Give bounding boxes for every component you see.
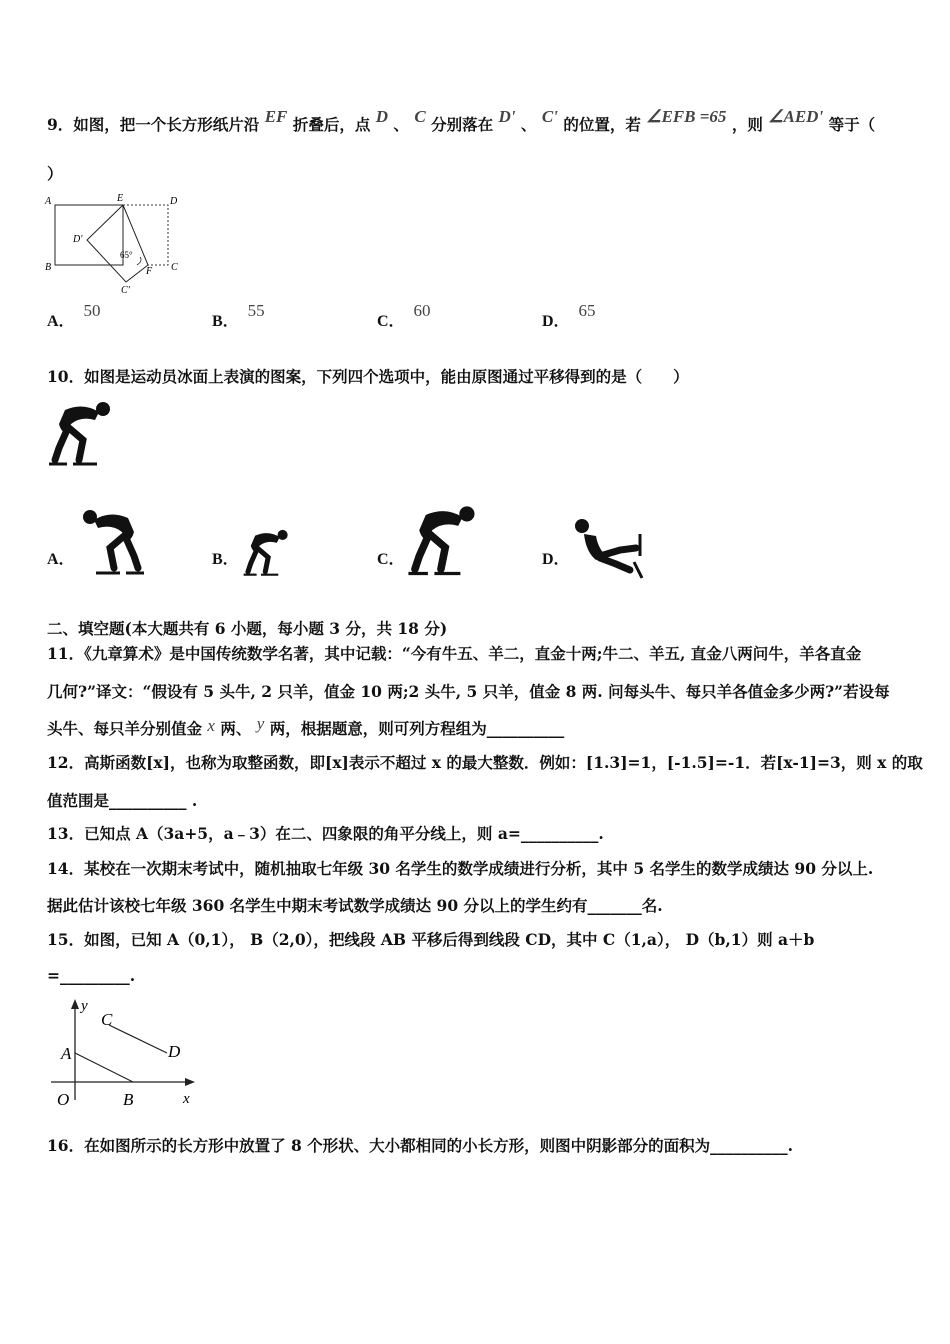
q12-line2: 值范围是__________ .	[47, 791, 198, 810]
q9-ef-symbol: EF	[264, 107, 288, 126]
q10-option-b[interactable]: B．	[212, 551, 239, 568]
fig-label-b: B	[45, 262, 52, 273]
fig-label-e: E	[117, 193, 124, 204]
q11-answer-blank[interactable]: __________	[486, 719, 565, 738]
q9-option-b[interactable]: B． 55	[212, 301, 265, 330]
skater-option-d-image[interactable]	[570, 512, 646, 582]
q11-line3: 头牛、每只羊分别值金 x 两、 y 两，根据题意，则可列方程组为__________	[47, 714, 565, 738]
rectangle-left-part	[55, 205, 123, 265]
q13-text: 13．已知点 A（3a+5，a﹣3）在二、四象限的角平分线上，则 a=__________.	[47, 824, 604, 843]
q14-line1: 14．某校在一次期末考试中，随机抽取七年级 30 名学生的数学成绩进行分析，其中 5 名学生的数学成绩达 90 分以上.	[47, 859, 874, 878]
q10-text: 10．如图是运动员冰面上表演的图案，下列四个选项中，能由原图通过平移得到的是（ ）	[47, 367, 689, 386]
q9-dprime-symbol: D'	[498, 107, 516, 126]
angle-arc	[137, 257, 141, 265]
label-o: O	[57, 1090, 70, 1109]
q12-line1: 12．高斯函数[x]，也称为取整函数，即[x]表示不超过 x 的最大整数．例如：[1.3]=1，[-1.5]=-1．若[x-1]=3，则 x 的取	[47, 753, 923, 772]
q9-c-symbol: C	[414, 107, 426, 126]
q9-figure	[40, 190, 190, 300]
q9-option-c[interactable]: C． 60	[377, 301, 431, 330]
fig-label-c: C	[171, 262, 178, 273]
q11-x-symbol: x	[207, 716, 215, 735]
q11-line2: 几何?”译文：“假设有 5 头牛, 2 只羊，值金 10 两;2 头牛, 5 只羊，值金 8 两. 问每头牛、每只羊各值金多少两?”若设每	[47, 682, 890, 701]
skater-option-c-image[interactable]	[404, 502, 480, 580]
q10-option-a[interactable]: A．	[47, 551, 75, 568]
fig-label-f: F	[146, 266, 153, 277]
q15-line1: 15．如图，已知 A（0,1）， B（2,0），把线段 AB 平移后得到线段 CD，其中 C（1,a）， D（b,1）则 a＋b	[47, 930, 815, 949]
label-c: C	[101, 1010, 113, 1029]
q9-option-a[interactable]: A． 50	[47, 301, 101, 330]
label-a: A	[61, 1044, 72, 1063]
skater-original-image	[45, 398, 115, 470]
section-2-title: 二、填空题(本大题共有 6 小题，每小题 3 分，共 18 分)	[47, 619, 448, 638]
q9-angle-condition: ∠EFB =65	[646, 107, 727, 126]
q15-line2: =_________.	[47, 966, 136, 985]
y-axis-arrow	[71, 999, 79, 1009]
q15-figure	[45, 995, 205, 1110]
segment-cd	[109, 1025, 167, 1053]
q9-text: 9．如图，把一个长方形纸片沿 EF 折叠后，点 D 、 C 分别落在 D' 、 C' 的位置，若 ∠EFB =65 ，则 ∠AED' 等于（	[47, 107, 876, 134]
skater-option-a-image[interactable]	[76, 505, 148, 579]
q11-line1: 11．《九章算术》是中国传统数学名著，其中记载：“今有牛五、羊二，直金十两;牛二、羊五, 直金八两问牛，羊各直金	[47, 644, 862, 663]
skater-option-b-image[interactable]	[240, 527, 292, 579]
q9-option-d[interactable]: D． 65	[542, 301, 596, 330]
fig-label-cprime: C'	[121, 285, 130, 296]
fig-label-d: D	[170, 196, 178, 207]
q10-option-c[interactable]: C．	[377, 551, 405, 568]
q16-text: 16．在如图所示的长方形中放置了 8 个形状、大小都相同的小长方形，则图中阴影部分的面积为__________.	[47, 1136, 794, 1155]
label-d: D	[168, 1042, 181, 1061]
q9-close-paren: ）	[47, 164, 63, 183]
q14-line2: 据此估计该校七年级 360 名学生中期末考试数学成绩达 90 分以上的学生约有_______名.	[47, 896, 663, 915]
x-axis-arrow	[185, 1078, 195, 1086]
q11-y-symbol: y	[256, 714, 265, 733]
label-y: y	[81, 998, 88, 1014]
q9-angle-question: ∠AED'	[768, 107, 824, 126]
q9-cprime-symbol: C'	[541, 107, 558, 126]
fig-label-dprime: D'	[73, 234, 83, 245]
fig-label-a: A	[45, 196, 52, 207]
fig-angle-label: 65°	[120, 250, 133, 260]
q9-d-symbol: D	[375, 107, 389, 126]
label-x: x	[183, 1091, 190, 1107]
segment-ab	[75, 1053, 133, 1082]
q10-option-d[interactable]: D．	[542, 551, 570, 568]
label-b: B	[123, 1090, 134, 1109]
